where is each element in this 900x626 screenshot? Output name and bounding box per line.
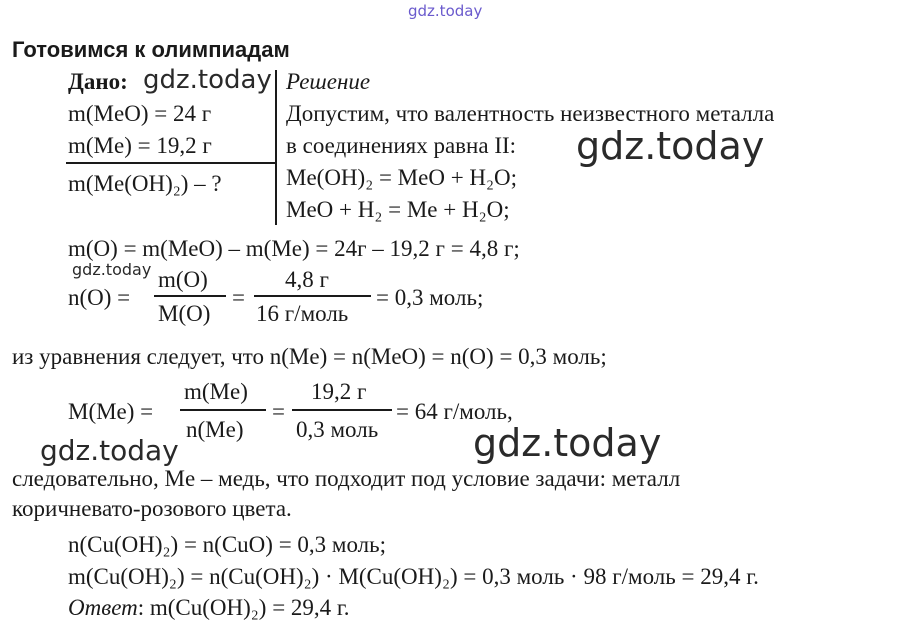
n-oxygen-fraction-bar [154, 295, 226, 297]
watermark-solution: gdz.today [576, 124, 765, 168]
n-oxygen-denominator-value: 16 г/моль [256, 301, 349, 326]
given-find: m(Me(OH)₂) – ? [68, 171, 222, 196]
given-divider [66, 162, 276, 164]
molar-mass-metal-numerator-value: 19,2 г [311, 379, 367, 404]
molar-mass-metal-result: = 64 г/моль, [396, 399, 513, 424]
mass-oxygen-line: m(O) = m(MeO) – m(Me) = 24г – 19,2 г = 4,8 г; [68, 236, 520, 261]
answer-value: : m(Cu(OH)₂) = 29,4 г. [137, 595, 350, 620]
n-oxygen-lhs: n(O) = [68, 285, 131, 310]
conclusion-line-1: следовательно, Me – медь, что подходит под условие задачи: металл [12, 466, 681, 491]
n-copper-hydroxide-line: n(Cu(OH)₂) = n(CuO) = 0,3 моль; [68, 532, 387, 557]
molar-mass-metal-equals: = [272, 399, 285, 424]
answer-line [68, 596, 350, 619]
given-solution-separator [275, 70, 277, 225]
m-copper-hydroxide-line: m(Cu(OH)₂) = n(Cu(OH)₂) · M(Cu(OH)₂) = 0,3 моль · 98 г/моль = 29,4 г. [68, 564, 759, 589]
given-line-1: m(MeO) = 24 г [68, 101, 212, 126]
molar-mass-metal-fraction-bar [180, 409, 266, 411]
from-equation-line: из уравнения следует, что n(Me) = n(MeO) = n(O) = 0,3 моль; [12, 344, 607, 369]
molar-mass-metal-lhs: M(Me) = [68, 399, 154, 424]
solution-line-2: в соединениях равна II: [286, 133, 517, 158]
n-oxygen-result: = 0,3 моль; [376, 285, 484, 310]
molar-mass-metal-denominator-value: 0,3 моль [296, 417, 379, 442]
molar-mass-metal-value-fraction-bar [292, 409, 392, 411]
watermark-top: gdz.today [408, 2, 483, 20]
given-label: Дано: [68, 69, 128, 94]
watermark-small: gdz.today [72, 260, 152, 279]
reaction-1: Me(OH)₂ = MeO + H₂O; [286, 165, 518, 190]
molar-mass-metal-denominator: n(Me) [186, 417, 244, 442]
answer-label: Ответ [68, 595, 138, 620]
n-oxygen-equals: = [232, 285, 245, 310]
solution-line-1: Допустим, что валентность неизвестного металла [286, 101, 775, 126]
watermark-given: gdz.today [143, 65, 272, 95]
molar-mass-metal-numerator: m(Me) [184, 379, 248, 404]
n-oxygen-numerator: m(O) [158, 267, 208, 292]
watermark-center: gdz.today [473, 421, 662, 465]
solution-label: Решение [286, 69, 371, 94]
n-oxygen-denominator: M(O) [158, 301, 211, 326]
reaction-2: MeO + H₂ = Me + H₂O; [286, 197, 510, 222]
section-heading: Готовимся к олимпиадам [12, 37, 290, 62]
n-oxygen-numerator-value: 4,8 г [285, 267, 329, 292]
watermark-left: gdz.today [40, 434, 179, 467]
n-oxygen-value-fraction-bar [254, 295, 371, 297]
given-line-2: m(Me) = 19,2 г [68, 133, 212, 158]
conclusion-line-2: коричневато-розового цвета. [12, 496, 292, 521]
